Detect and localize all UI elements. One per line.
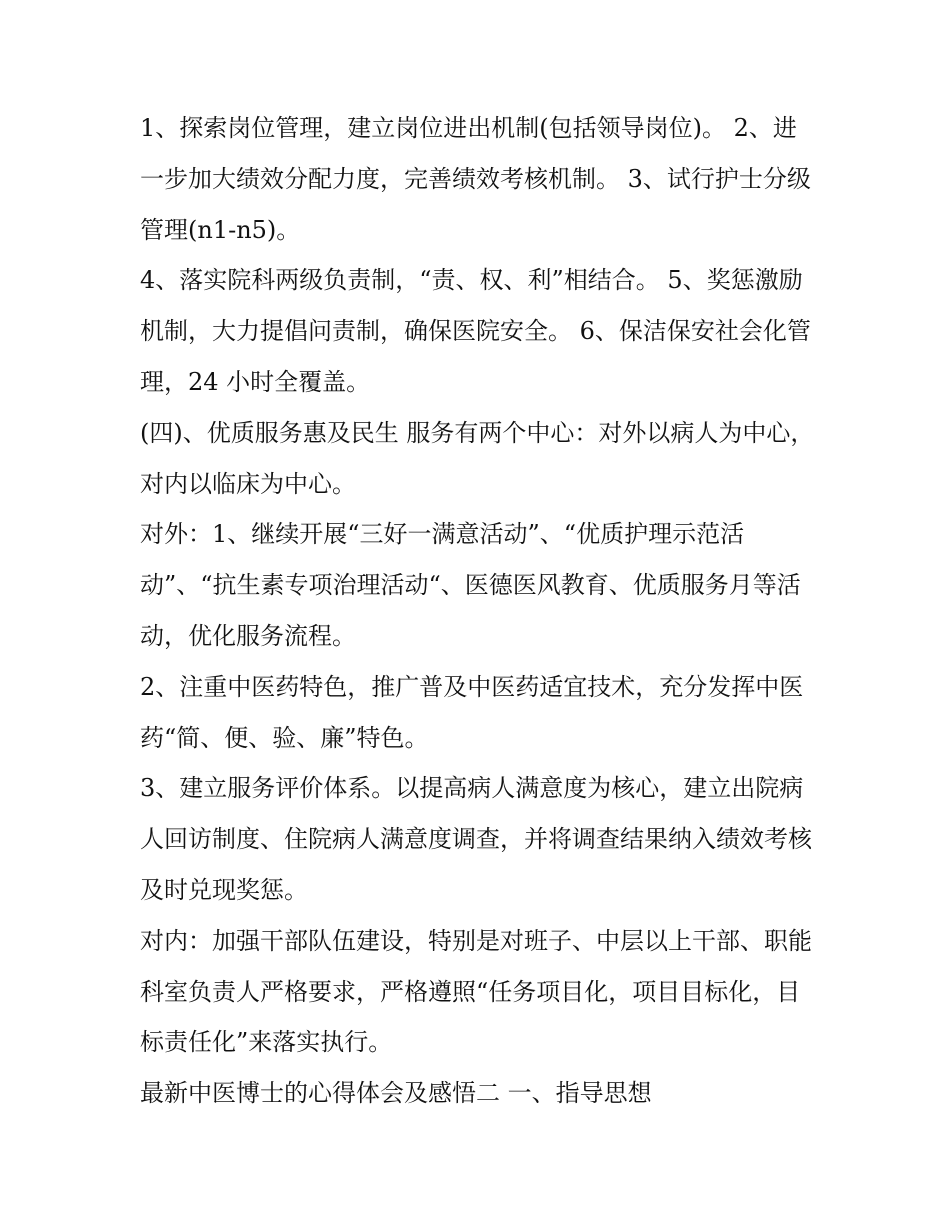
paragraph-external-activities: 对外：1、继续开展“三好一满意活动”、“优质护理示范活动”、“抗生素专项治理活动“、医德医风教育、优质服务月等活动，优化服务流程。	[140, 520, 801, 650]
paragraph-tcm-features: 2、注重中医药特色，推广普及中医药适宜技术，充分发挥中医药“简、便、验、廉”特色。	[140, 672, 804, 752]
paragraph-evaluation-system: 3、建立服务评价体系。以提高病人满意度为核心，建立出院病人回访制度、住院病人满意度调查，并将调查结果纳入绩效考核及时兑现奖惩。	[140, 774, 812, 904]
paragraph-section-heading: 最新中医博士的心得体会及感悟二 一、指导思想	[140, 1079, 652, 1108]
document-body	[140, 103, 820, 1119]
paragraph-responsibility-system: 4、落实院科两级负责制，“责、权、利”相结合。 5、奖惩激励机制，大力提倡问责制，确保医院安全。 6、保洁保安社会化管理，24 小时全覆盖。	[140, 266, 811, 396]
paragraph-post-management: 1、探索岗位管理，建立岗位进出机制(包括领导岗位)。 2、进一步加大绩效分配力度，完善绩效考核机制。 3、试行护士分级管理(n1-n5)。	[140, 114, 811, 244]
paragraph-quality-service: (四)、优质服务惠及民生 服务有两个中心：对外以病人为中心，对内以临床为中心。	[140, 418, 815, 498]
paragraph-internal-cadre: 对内：加强干部队伍建设，特别是对班子、中层以上干部、职能科室负责人严格要求，严格遵照“任务项目化，项目目标化，目标责任化”来落实执行。	[140, 926, 812, 1057]
